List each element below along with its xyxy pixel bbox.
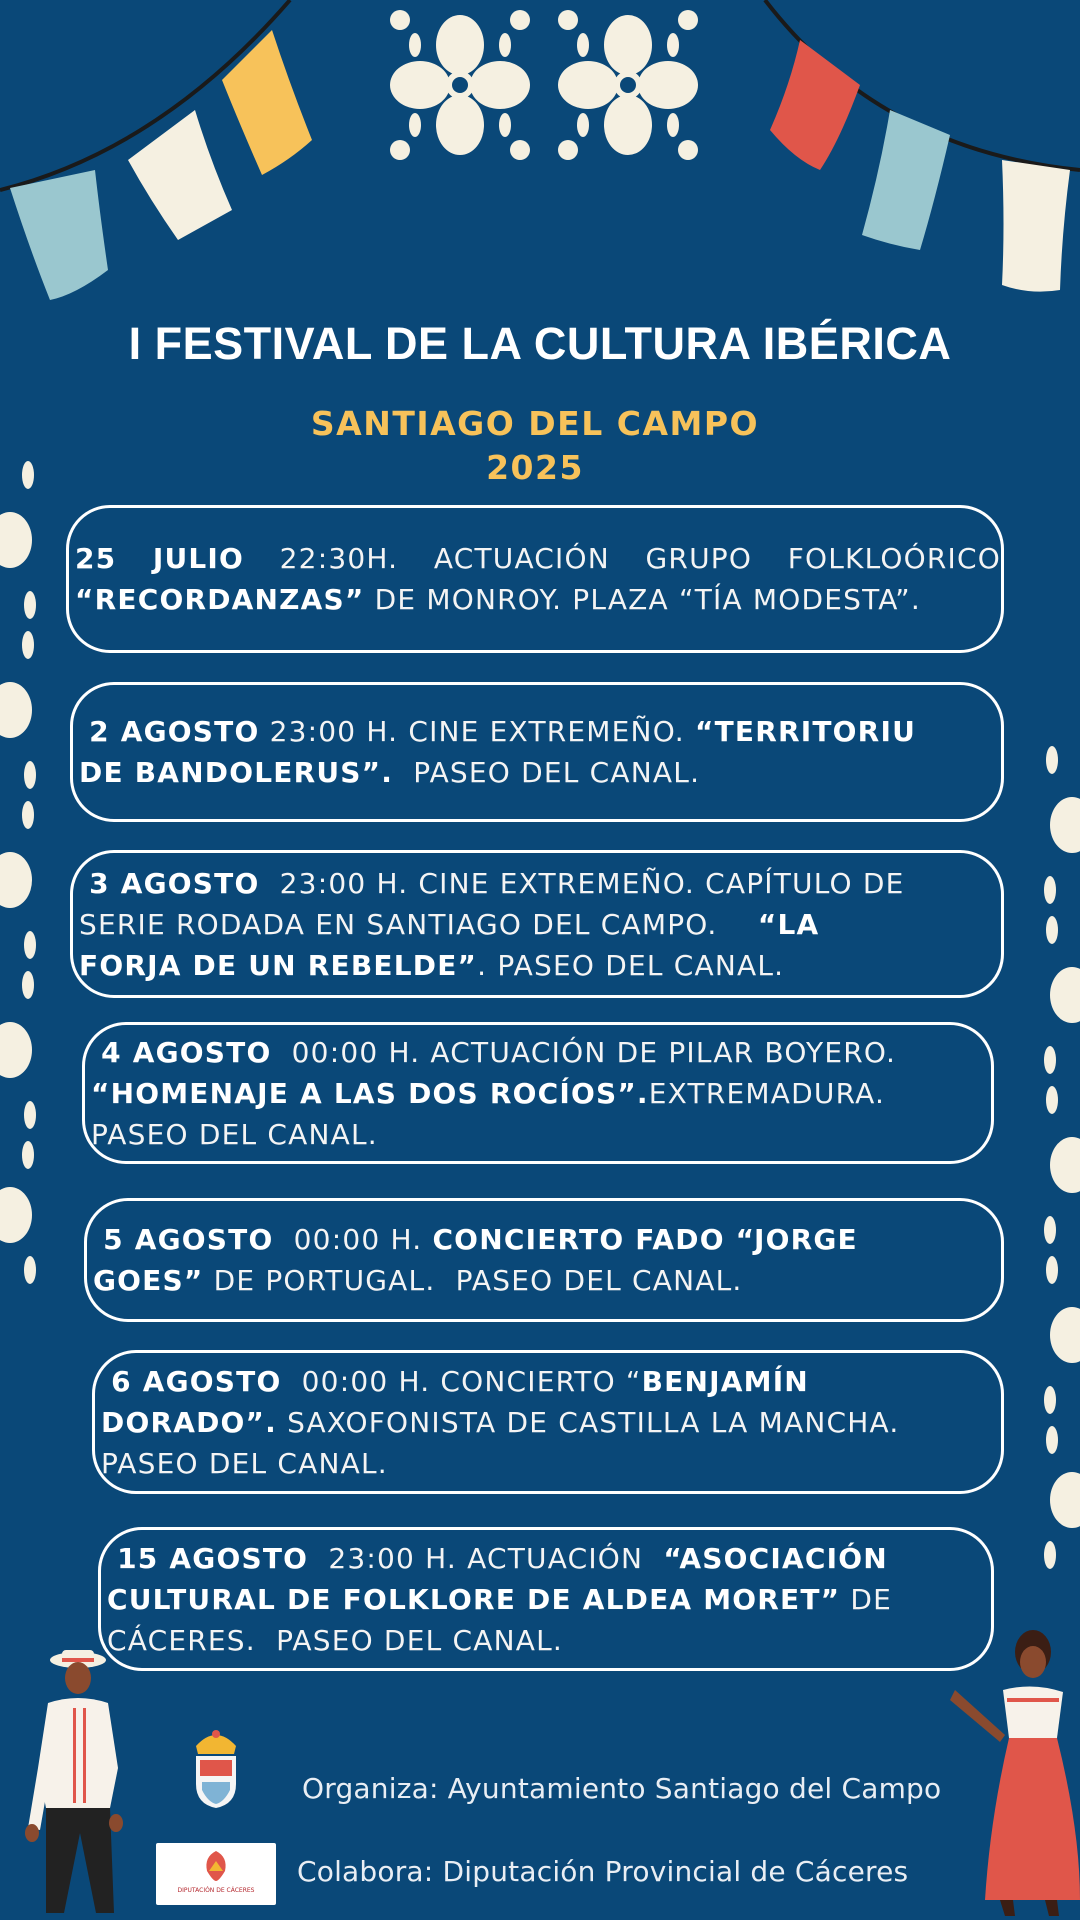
event-text: DE <box>840 1582 893 1616</box>
event-highlight: DORADO”. <box>101 1405 277 1439</box>
event-highlight: “TERRITORIU <box>695 715 917 748</box>
event-line <box>101 1402 1001 1443</box>
event-line <box>101 1443 1001 1484</box>
event-text: 23:00 H. CINE EXTREMEÑO. <box>259 715 696 748</box>
event-text: EXTREMADURA. <box>648 1076 886 1110</box>
woman-dancer-illustration <box>945 1630 1080 1920</box>
event-highlight: DE BANDOLERUS”. <box>79 756 394 789</box>
floral-strip-left-decoration <box>0 455 44 1285</box>
event-card-4-agosto <box>82 1022 994 1164</box>
event-highlight: “RECORDANZAS” <box>75 583 365 616</box>
event-text: 00:00 H. CONCIERTO “ <box>281 1364 642 1398</box>
event-card-3-agosto <box>70 850 1004 998</box>
diputacion-logo-text: DIPUTACIÓN DE CÁCERES <box>177 1887 255 1894</box>
event-text: SAXOFONISTA DE CASTILLA LA MANCHA. <box>276 1405 900 1439</box>
event-date: 25 JULIO <box>75 542 245 575</box>
event-text: CÁCERES. PASEO DEL CANAL. <box>107 1623 563 1657</box>
event-highlight: BENJAMÍN <box>641 1364 809 1398</box>
event-line <box>79 904 1001 945</box>
event-line <box>107 1579 991 1620</box>
event-highlight: “LA <box>757 907 820 941</box>
subtitle-location: SANTIAGO DEL CAMPO <box>310 404 760 443</box>
event-text: PASEO DEL CANAL. <box>101 1446 388 1480</box>
event-text: 00:00 H. <box>273 1223 433 1256</box>
event-text: DE MONROY. PLAZA “TÍA MODESTA”. <box>364 583 921 616</box>
event-line <box>101 1361 1001 1402</box>
event-card-6-agosto <box>92 1350 1004 1494</box>
bunting-left-decoration <box>0 0 320 310</box>
floral-tile-decoration-right <box>548 0 708 165</box>
event-line <box>79 711 1001 752</box>
event-line <box>91 1114 991 1155</box>
event-text: PASEO DEL CANAL. <box>393 756 701 789</box>
municipal-coat-of-arms-icon <box>190 1724 242 1810</box>
event-text: SERIE RODADA EN SANTIAGO DEL CAMPO. <box>79 907 758 941</box>
event-highlight: “ASOCIACIÓN <box>663 1541 888 1575</box>
collaborator-text: Colabora: Diputación Provincial de Cáceres <box>297 1855 909 1888</box>
event-line <box>79 945 1001 986</box>
event-highlight: GOES” <box>93 1264 204 1297</box>
event-line <box>75 538 1001 579</box>
event-highlight: CONCIERTO FADO “JORGE <box>432 1223 858 1256</box>
subtitle-year: 2025 <box>486 448 584 487</box>
event-card-15-agosto <box>98 1527 994 1671</box>
event-date: 5 AGOSTO <box>103 1223 274 1256</box>
event-date: 3 AGOSTO <box>89 866 260 900</box>
bunting-right-decoration <box>740 0 1080 300</box>
man-dancer-illustration <box>18 1648 138 1920</box>
event-line <box>107 1620 991 1661</box>
event-line <box>93 1260 1001 1301</box>
event-text: . PASEO DEL CANAL. <box>477 948 785 982</box>
event-line <box>91 1032 991 1073</box>
event-card-5-agosto <box>84 1198 1004 1322</box>
event-line <box>79 752 1001 793</box>
floral-strip-right-decoration <box>1034 740 1080 1570</box>
event-line <box>91 1073 991 1114</box>
festival-title: I FESTIVAL DE LA CULTURA IBÉRICA <box>128 318 952 369</box>
event-text: 23:00 H. ACTUACIÓN <box>308 1541 664 1575</box>
event-card-2-agosto <box>70 682 1004 822</box>
event-line <box>107 1538 991 1579</box>
floral-tile-decoration-left <box>380 0 540 165</box>
diputacion-emblem-icon <box>201 1849 231 1883</box>
event-text: 00:00 H. ACTUACIÓN DE PILAR BOYERO. <box>271 1035 897 1069</box>
event-text: DE PORTUGAL. PASEO DEL CANAL. <box>203 1264 743 1297</box>
event-highlight: CULTURAL DE FOLKLORE DE ALDEA MORET” <box>107 1582 841 1616</box>
event-line <box>79 863 1001 904</box>
event-highlight: FORJA DE UN REBELDE” <box>79 948 478 982</box>
event-date: 6 AGOSTO <box>111 1364 282 1398</box>
event-highlight: “HOMENAJE A LAS DOS ROCÍOS”. <box>91 1076 649 1110</box>
event-line <box>75 579 1001 620</box>
event-line <box>93 1219 1001 1260</box>
organizer-text: Organiza: Ayuntamiento Santiago del Campo <box>302 1772 942 1805</box>
event-date: 15 AGOSTO <box>117 1541 309 1575</box>
event-text: 23:00 H. CINE EXTREMEÑO. CAPÍTULO DE <box>259 866 905 900</box>
festival-subtitle <box>0 402 1070 490</box>
event-date: 4 AGOSTO <box>101 1035 272 1069</box>
event-text: 22:30H. ACTUACIÓN GRUPO FOLKLOÓRICO <box>244 542 1001 575</box>
diputacion-logo <box>156 1843 276 1905</box>
event-text: PASEO DEL CANAL. <box>91 1117 378 1151</box>
event-card-25-julio <box>66 505 1004 653</box>
event-date: 2 AGOSTO <box>89 715 260 748</box>
